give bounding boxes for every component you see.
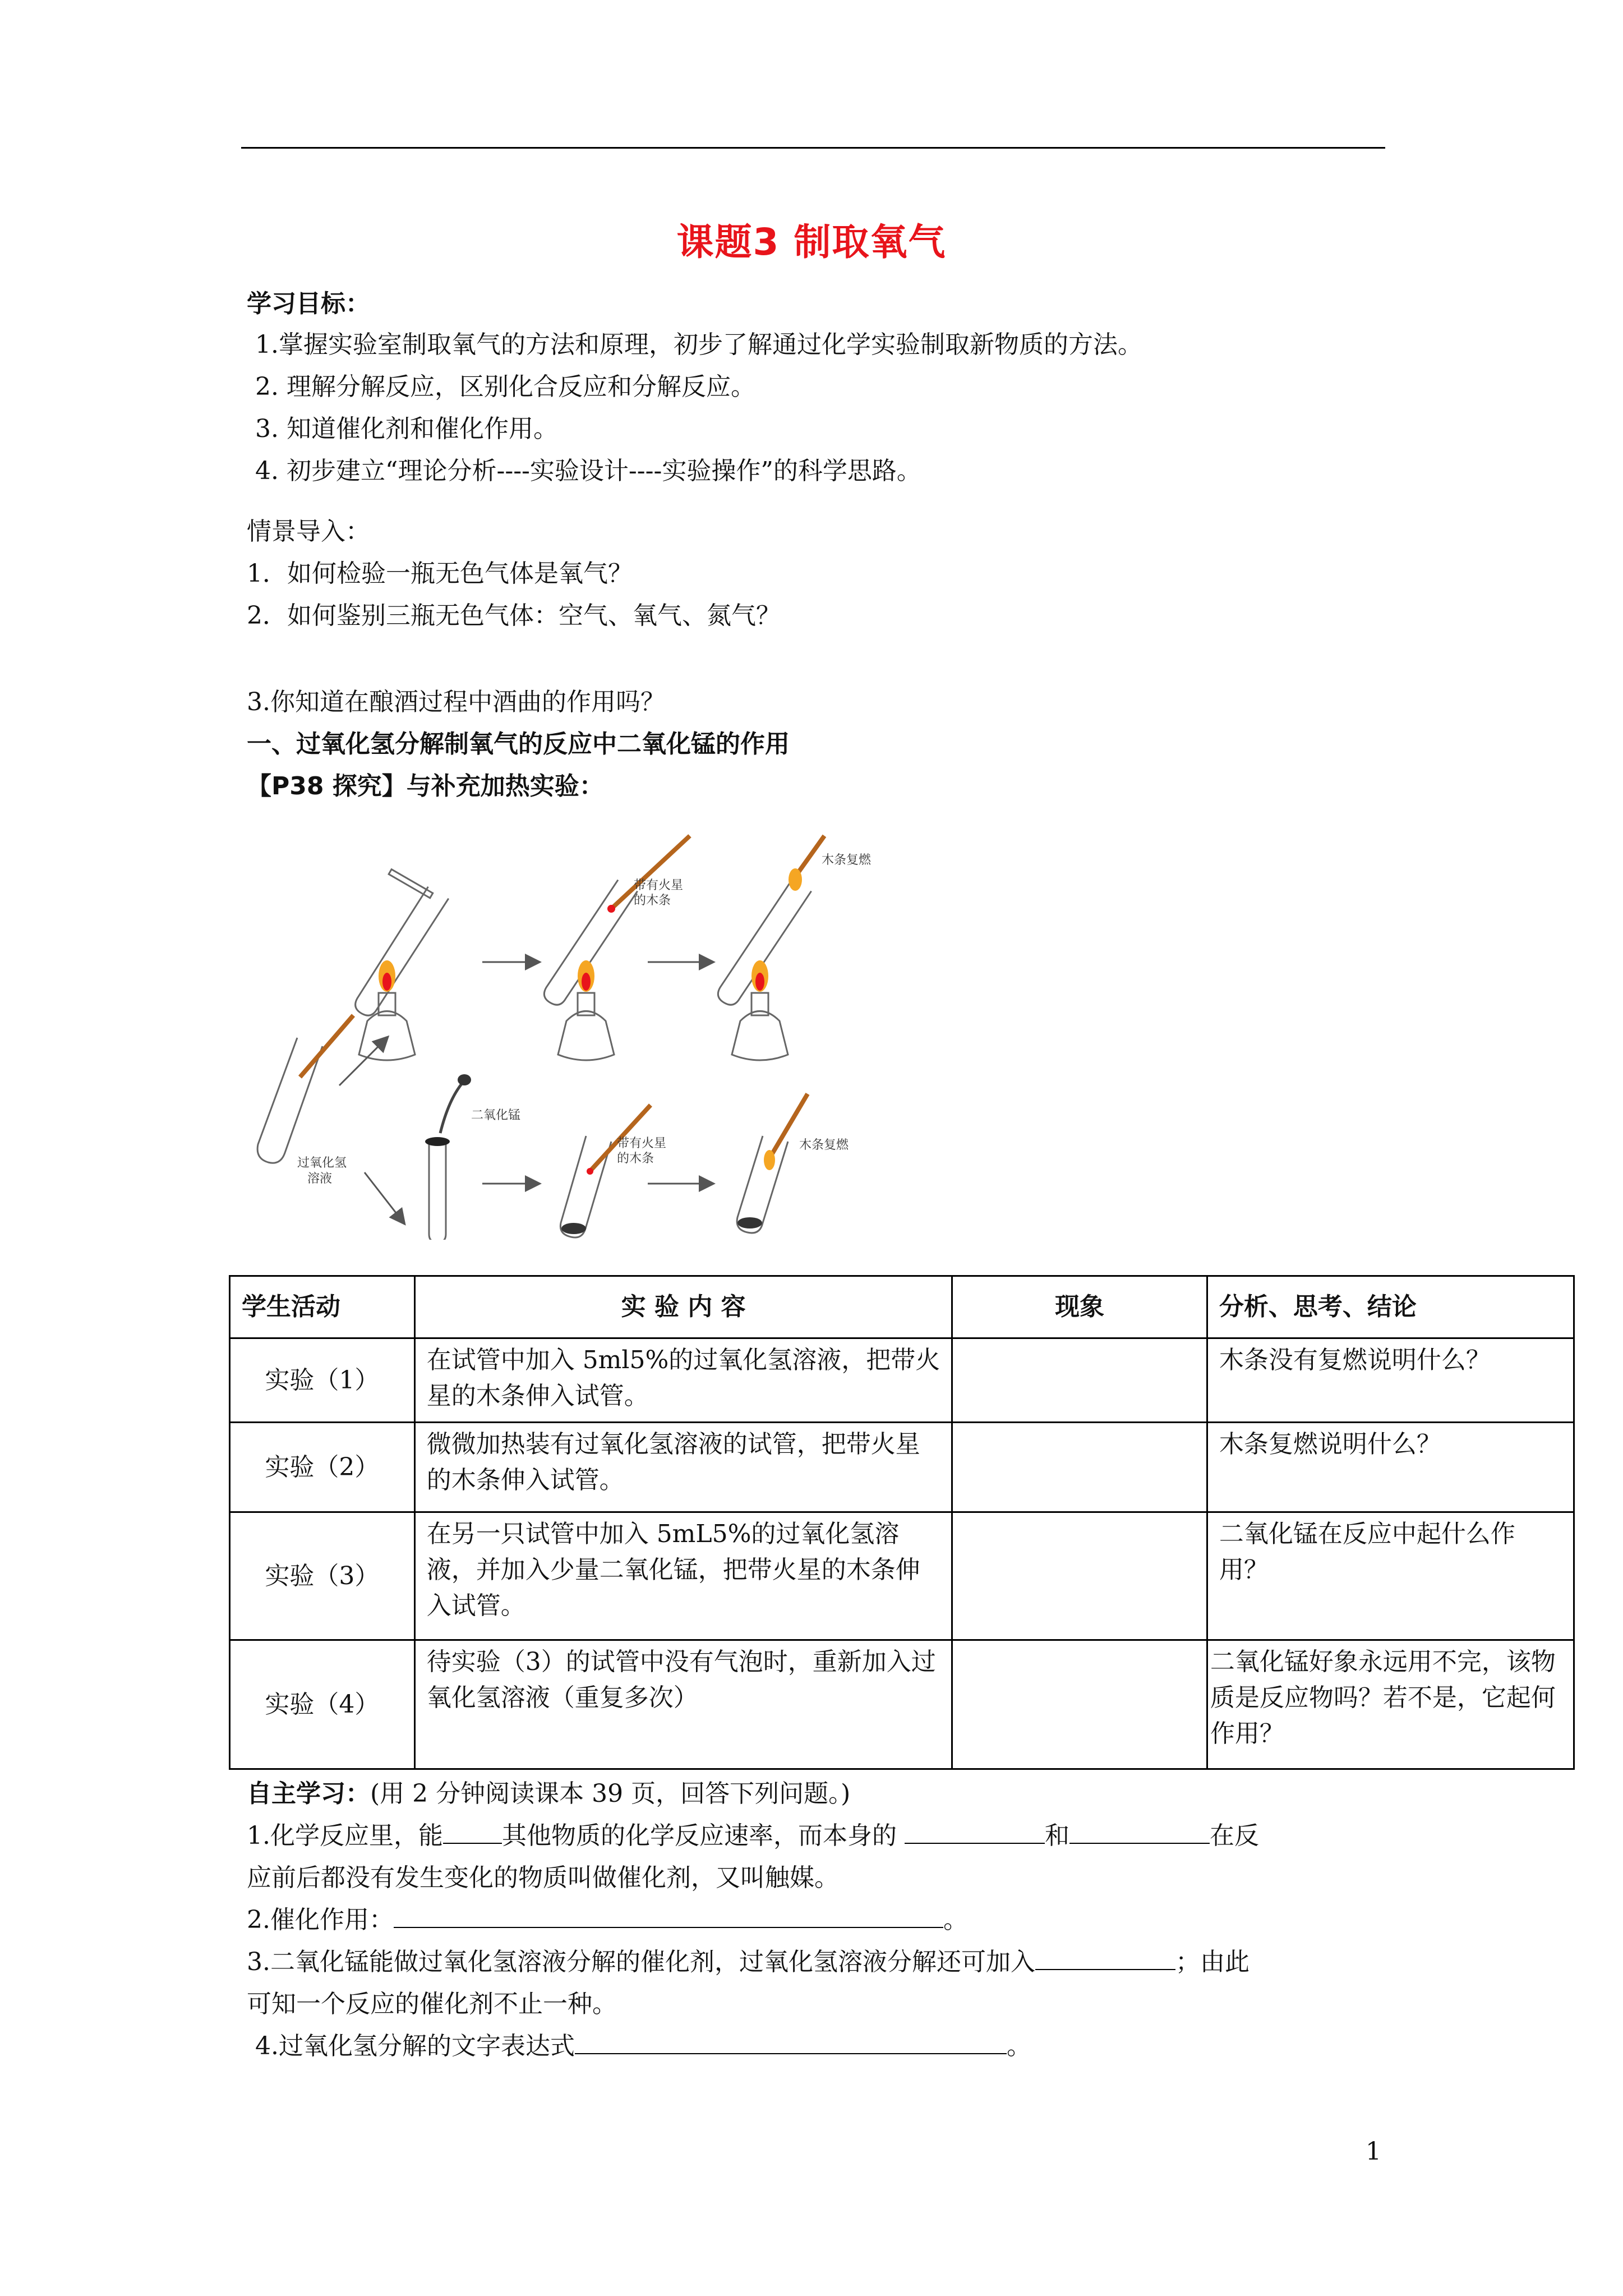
svg-text:的木条: 的木条 xyxy=(634,893,671,907)
objectives-heading: 学习目标： xyxy=(247,289,370,318)
blank-input[interactable] xyxy=(443,1843,502,1844)
mno2-tube xyxy=(425,1074,520,1240)
blank-input[interactable] xyxy=(575,2053,1007,2054)
objective-1: 1.掌握实验室制取氧气的方法和原理，初步了解通过化学实验制取新物质的方法。 xyxy=(255,330,1142,359)
blank-input[interactable] xyxy=(394,1927,943,1928)
splint-label-1: 带有火星 xyxy=(634,878,684,892)
question-1-cont: 应前后都没有发生变化的物质叫做催化剂，又叫触媒。 xyxy=(247,1864,839,1892)
objective-3: 3. 知道催化剂和催化作用。 xyxy=(255,415,558,443)
svg-text:溶液: 溶液 xyxy=(307,1171,333,1185)
heated-tube-setup-2 xyxy=(541,836,690,1060)
experiment-figure xyxy=(247,830,880,1240)
cell-analysis: 木条复燃说明什么？ xyxy=(1207,1423,1574,1512)
arrow xyxy=(365,1172,404,1223)
cell-phenomenon[interactable] xyxy=(952,1338,1207,1423)
page-title: 课题3 制取氧气 xyxy=(676,220,947,264)
cell-activity: 实验（2） xyxy=(230,1423,415,1512)
table-row xyxy=(230,1640,1574,1769)
h2o2-tube xyxy=(257,1015,353,1185)
cell-phenomenon[interactable] xyxy=(952,1423,1207,1512)
question-3: 3.二氧化锰能做过氧化氢溶液分解的催化剂，过氧化氢溶液分解还可加入 ；由此 xyxy=(247,1948,1249,1976)
mno2-label: 二氧化锰 xyxy=(471,1108,521,1122)
h2o2-label: 过氧化氢 xyxy=(297,1156,347,1170)
self-study-note: (用 2 分钟阅读课本 39 页，回答下列问题。) xyxy=(370,1779,851,1808)
objective-2: 2. 理解分解反应，区别化合反应和分解反应。 xyxy=(255,372,755,401)
mno2-splint-tube xyxy=(560,1105,666,1237)
cell-activity: 实验（1） xyxy=(230,1338,415,1423)
question-1: 1.化学反应里，能 其他物质的化学反应速率，而本身的 和 在反 xyxy=(247,1821,1259,1850)
objective-4: 4. 初步建立“理论分析----实验设计----实验操作”的科学思路。 xyxy=(255,457,921,485)
col-header-content: 实 验 内 容 xyxy=(414,1276,952,1338)
cell-activity: 实验（4） xyxy=(230,1640,415,1769)
blank-input[interactable] xyxy=(1069,1843,1210,1844)
table-row xyxy=(230,1423,1574,1512)
table-row xyxy=(230,1338,1574,1423)
self-study-line xyxy=(247,1777,850,1811)
cell-content: 微微加热装有过氧化氢溶液的试管，把带火星的木条伸入试管。 xyxy=(414,1423,952,1512)
section1-heading: 一、过氧化氢分解制氧气的反应中二氧化锰的作用 xyxy=(247,730,790,758)
col-header-activity: 学生活动 xyxy=(230,1276,415,1338)
cell-activity: 实验（3） xyxy=(230,1512,415,1640)
heated-tube-setup-3 xyxy=(714,836,872,1060)
question-4: 4.过氧化氢分解的文字表达式 。 xyxy=(255,2032,1031,2060)
cell-analysis: 二氧化锰好象永远用不完，该物质是反应物吗？若不是，它起何作用？ xyxy=(1207,1640,1574,1769)
question-3-cont: 可知一个反应的催化剂不止一种。 xyxy=(247,1990,617,2018)
cell-phenomenon[interactable] xyxy=(952,1512,1207,1640)
question-2: 2.催化作用： 。 xyxy=(247,1906,968,1934)
table-header-row xyxy=(230,1276,1574,1338)
section1-subheading: 【P38 探究】与补充加热实验： xyxy=(247,772,604,800)
cell-analysis: 木条没有复燃说明什么？ xyxy=(1207,1338,1574,1423)
table-row xyxy=(230,1512,1574,1640)
intro-heading: 情景导入： xyxy=(247,517,370,546)
cell-content: 在试管中加入 5ml5%的过氧化氢溶液，把带火星的木条伸入试管。 xyxy=(414,1338,952,1423)
intro-question-2: 2．如何鉴别三瓶无色气体：空气、氧气、氮气？ xyxy=(247,601,781,630)
col-header-analysis: 分析、思考、结论 xyxy=(1207,1276,1574,1338)
header-rule xyxy=(241,147,1385,149)
cell-content: 待实验（3）的试管中没有气泡时，重新加入过氧化氢溶液（重复多次） xyxy=(414,1640,952,1769)
splint-label-2: 带有火星 xyxy=(617,1136,667,1150)
blank-input[interactable] xyxy=(1035,1969,1175,1970)
col-header-phenomenon: 现象 xyxy=(952,1276,1207,1338)
relight-label-1: 木条复燃 xyxy=(822,853,872,867)
blank-input[interactable] xyxy=(905,1843,1045,1844)
cell-analysis: 二氧化锰在反应中起什么作用？ xyxy=(1207,1512,1574,1640)
arrow xyxy=(339,1038,387,1085)
cell-phenomenon[interactable] xyxy=(952,1640,1207,1769)
svg-text:的木条: 的木条 xyxy=(617,1151,654,1165)
relight-label-2: 木条复燃 xyxy=(799,1138,849,1152)
mno2-relight-tube xyxy=(737,1094,849,1233)
page-number: 1 xyxy=(1366,2137,1381,2166)
experiment-table xyxy=(229,1275,1575,1770)
heated-tube-setup-1 xyxy=(352,869,449,1060)
self-study-heading: 自主学习： xyxy=(247,1779,370,1808)
intro-question-3: 3.你知道在酿酒过程中酒曲的作用吗？ xyxy=(247,688,665,716)
intro-question-1: 1．如何检验一瓶无色气体是氧气？ xyxy=(247,559,633,588)
cell-content: 在另一只试管中加入 5mL5%的过氧化氢溶液，并加入少量二氧化锰，把带火星的木条伸入试管。 xyxy=(414,1512,952,1640)
